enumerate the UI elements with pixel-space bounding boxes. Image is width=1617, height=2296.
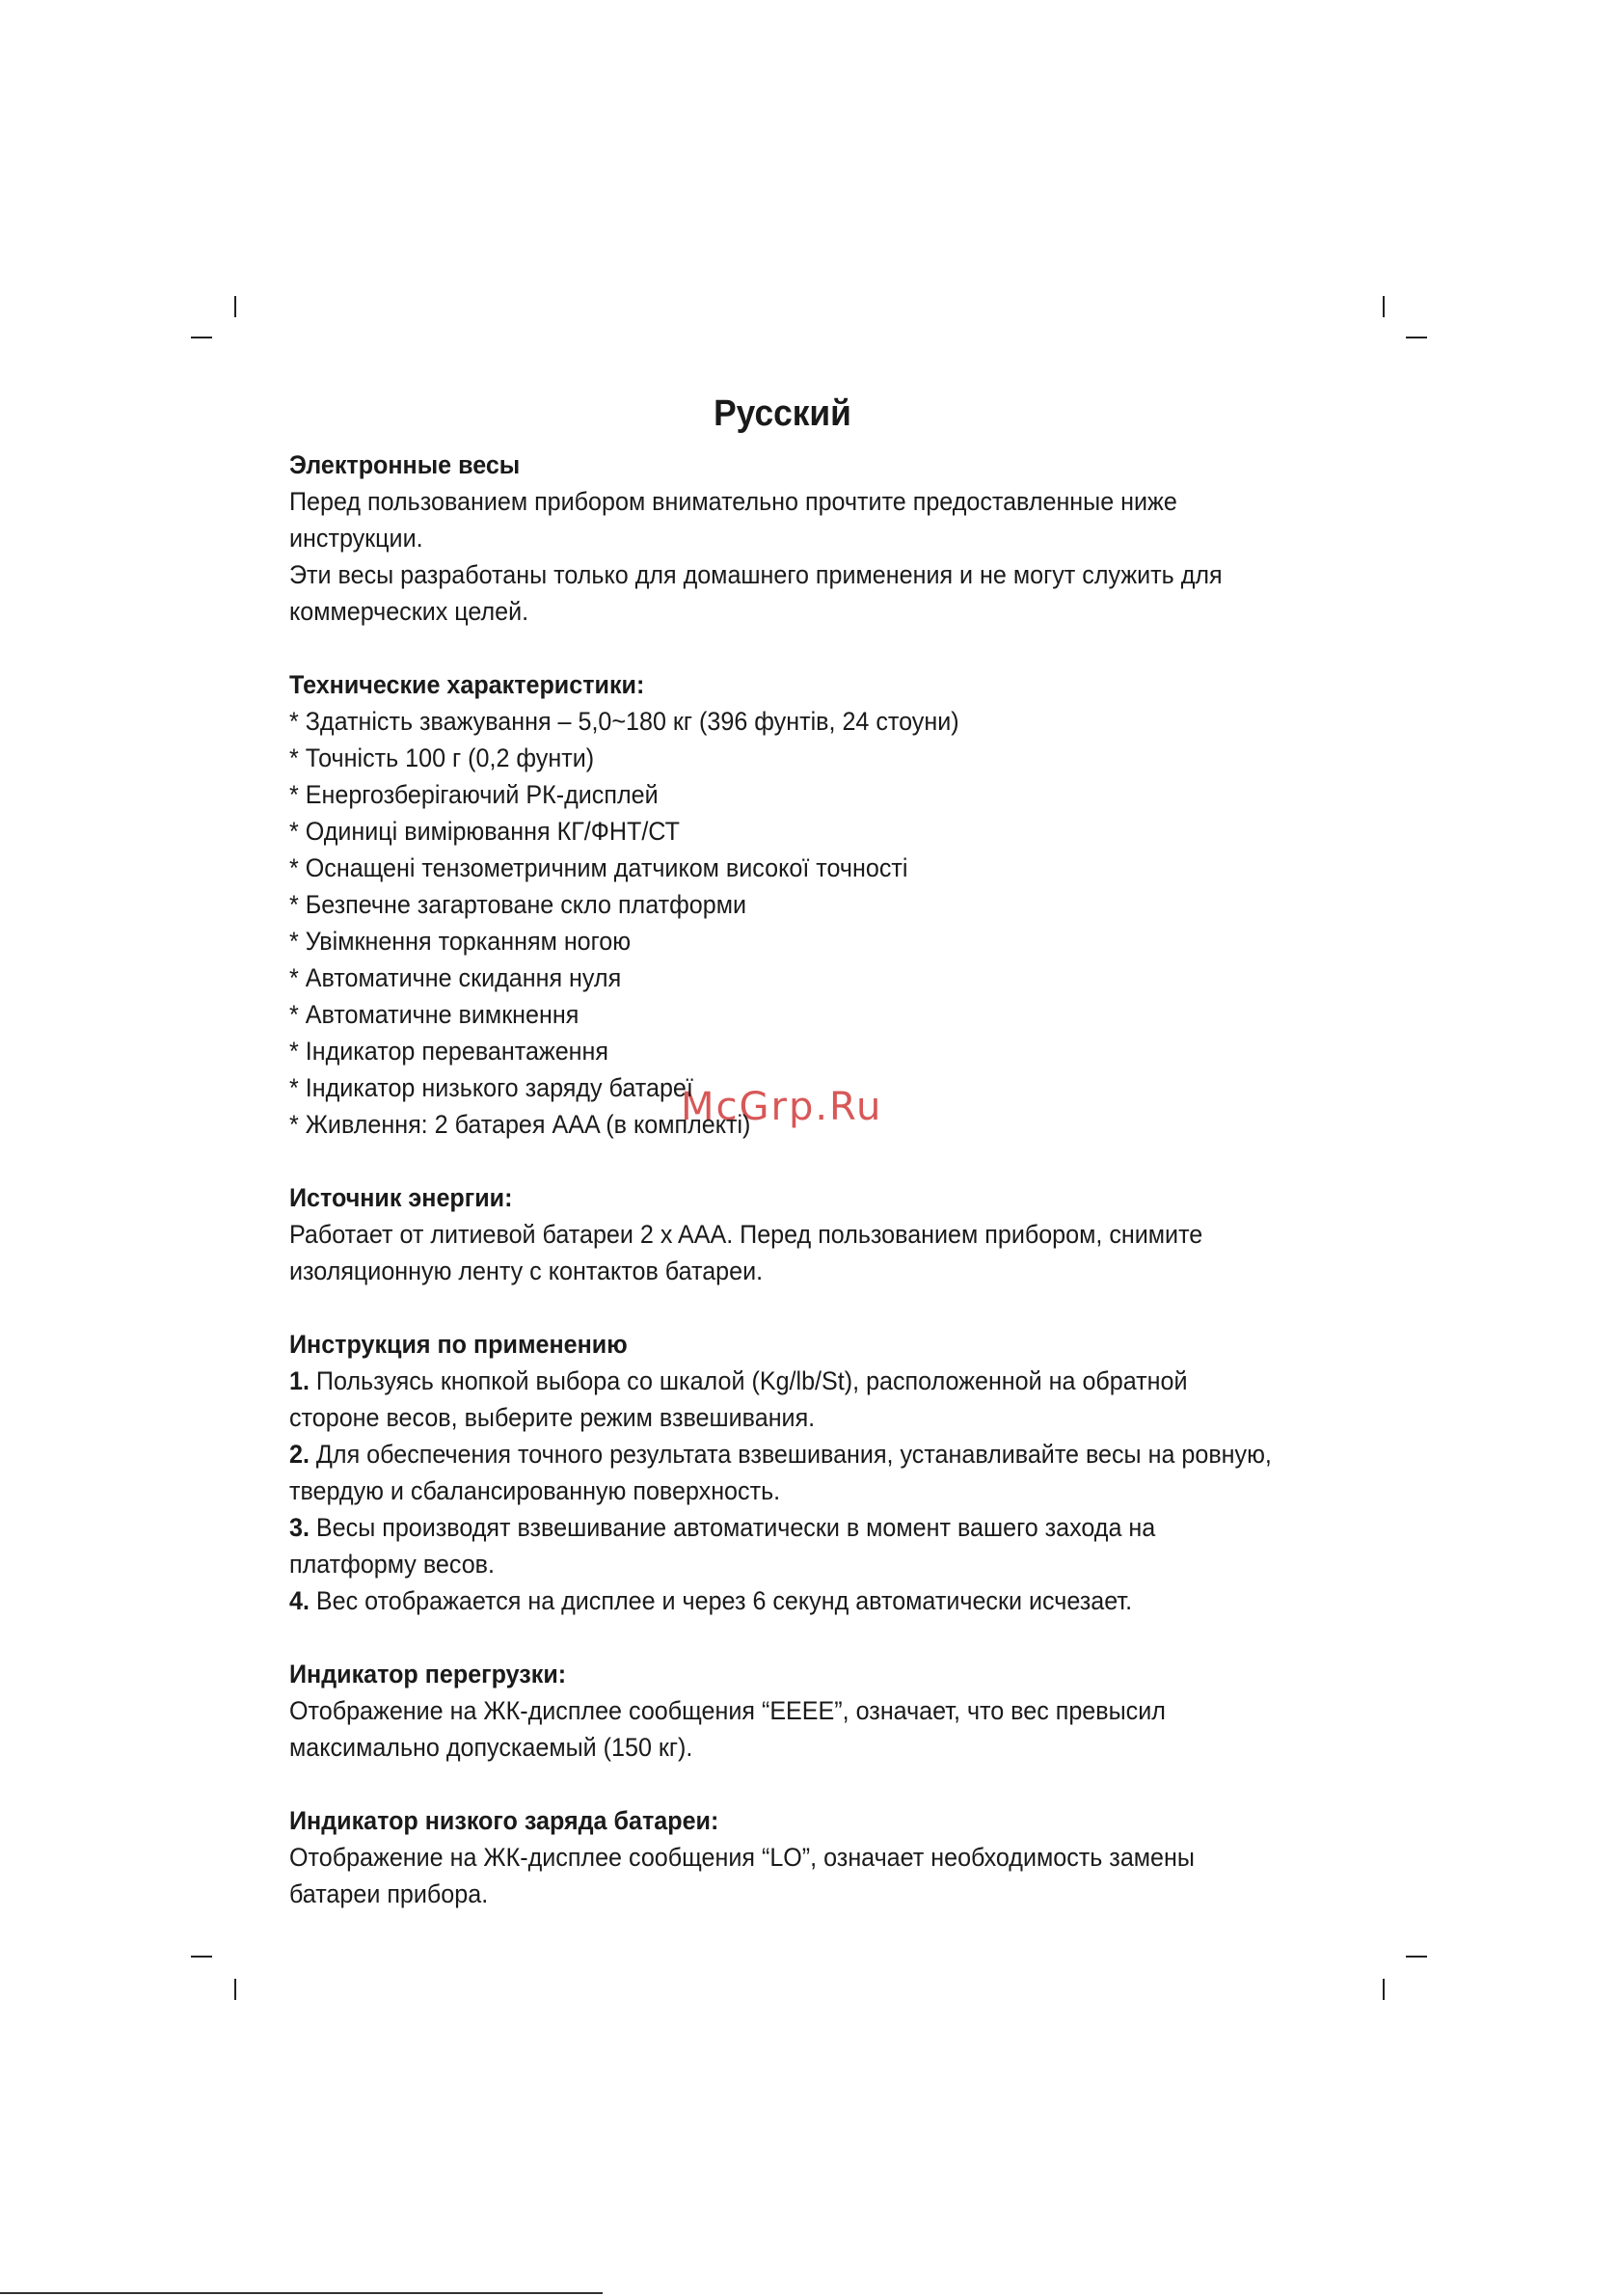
step-text: Весы производят взвешивание автоматически в момент вашего захода на платформу весов. xyxy=(289,1513,1156,1579)
spec-item: * Автоматичне скидання нуля xyxy=(289,963,622,992)
step-text: Для обеспечения точного результата взвешивания, устанавливайте весы на ровную, твердую и сбалансированную поверхность. xyxy=(289,1440,1272,1505)
section-heading-usage: Инструкция по применению xyxy=(289,1330,628,1359)
spec-item: * Безпечне загартоване скло платформи xyxy=(289,890,746,919)
document-body xyxy=(289,391,1276,1949)
spec-item: * Точність 100 г (0,2 фунти) xyxy=(289,743,595,772)
power-text: Работает от литиевой батареи 2 x AAA. Перед пользованием прибором, снимите изоляционную ленту с контактов батареи. xyxy=(289,1220,1203,1285)
intro-line-1: Перед пользованием прибором внимательно прочтите предоставленные ниже инструкции. xyxy=(289,487,1177,553)
spec-item: * Енергозберігаючий РК-дисплей xyxy=(289,780,659,809)
spec-item: * Автоматичне вимкнення xyxy=(289,1000,579,1029)
crop-mark-top-right-horizontal xyxy=(1406,337,1427,338)
overload-text: Отображение на ЖК-дисплее сообщения “EEEE”, означает, что вес превысил максимально допускаемый (150 кг). xyxy=(289,1696,1166,1762)
step-number: 2. xyxy=(289,1440,310,1469)
section-heading-specs: Технические характеристики: xyxy=(289,670,645,699)
section-specs xyxy=(289,666,1276,1143)
section-overload xyxy=(289,1656,1276,1766)
page-title: Русский xyxy=(714,393,851,434)
section-heading-intro: Электронные весы xyxy=(289,450,521,479)
battery-text: Отображение на ЖК-дисплее сообщения “LO”, означает необходимость замены батареи прибора. xyxy=(289,1843,1195,1908)
step-number: 4. xyxy=(289,1586,310,1615)
section-power xyxy=(289,1179,1276,1289)
spec-item: * Живлення: 2 батарея AAA (в комплекті) xyxy=(289,1110,751,1139)
usage-step-2 xyxy=(289,1436,1276,1509)
section-intro xyxy=(289,446,1276,630)
step-text: Пользуясь кнопкой выбора со шкалой (Kg/lb/St), расположенной на обратной стороне весов, выберите режим взвешивания. xyxy=(289,1366,1188,1432)
spec-item: * Здатність зважування – 5,0~180 кг (396 фунтів, 24 стоуни) xyxy=(289,707,959,736)
section-heading-battery: Индикатор низкого заряда батареи: xyxy=(289,1806,719,1835)
spec-item: * Увімкнення торканням ногою xyxy=(289,927,632,956)
section-heading-overload: Индикатор перегрузки: xyxy=(289,1660,567,1688)
crop-mark-bottom-right-horizontal xyxy=(1406,1956,1427,1958)
step-number: 1. xyxy=(289,1366,310,1395)
spec-item: * Одиниці вимірювання КГ/ФНТ/СТ xyxy=(289,817,680,846)
crop-mark-bottom-left-horizontal xyxy=(191,1956,212,1958)
spec-item: * Індикатор низького заряду батареї xyxy=(289,1073,693,1102)
section-battery xyxy=(289,1802,1276,1912)
footer-rule xyxy=(0,2292,603,2294)
section-usage xyxy=(289,1326,1276,1619)
crop-mark-top-right-vertical xyxy=(1383,296,1385,317)
specs-list xyxy=(289,703,1276,1143)
crop-mark-top-left-horizontal xyxy=(191,337,212,338)
usage-step-3 xyxy=(289,1509,1276,1582)
crop-mark-bottom-right-vertical xyxy=(1383,1979,1385,2000)
spec-item: * Індикатор перевантаження xyxy=(289,1037,609,1066)
usage-step-4 xyxy=(289,1582,1276,1619)
crop-mark-bottom-left-vertical xyxy=(234,1979,236,2000)
crop-mark-top-left-vertical xyxy=(234,296,236,317)
step-number: 3. xyxy=(289,1513,310,1542)
section-heading-power: Источник энергии: xyxy=(289,1183,513,1212)
watermark: McGrp.Ru xyxy=(681,1085,883,1129)
usage-step-1 xyxy=(289,1363,1276,1436)
spec-item: * Оснащені тензометричним датчиком високої точності xyxy=(289,853,908,882)
step-text: Вес отображается на дисплее и через 6 секунд автоматически исчезает. xyxy=(309,1586,1133,1615)
intro-line-2: Эти весы разработаны только для домашнего применения и не могут служить для коммерческих целей. xyxy=(289,560,1223,626)
